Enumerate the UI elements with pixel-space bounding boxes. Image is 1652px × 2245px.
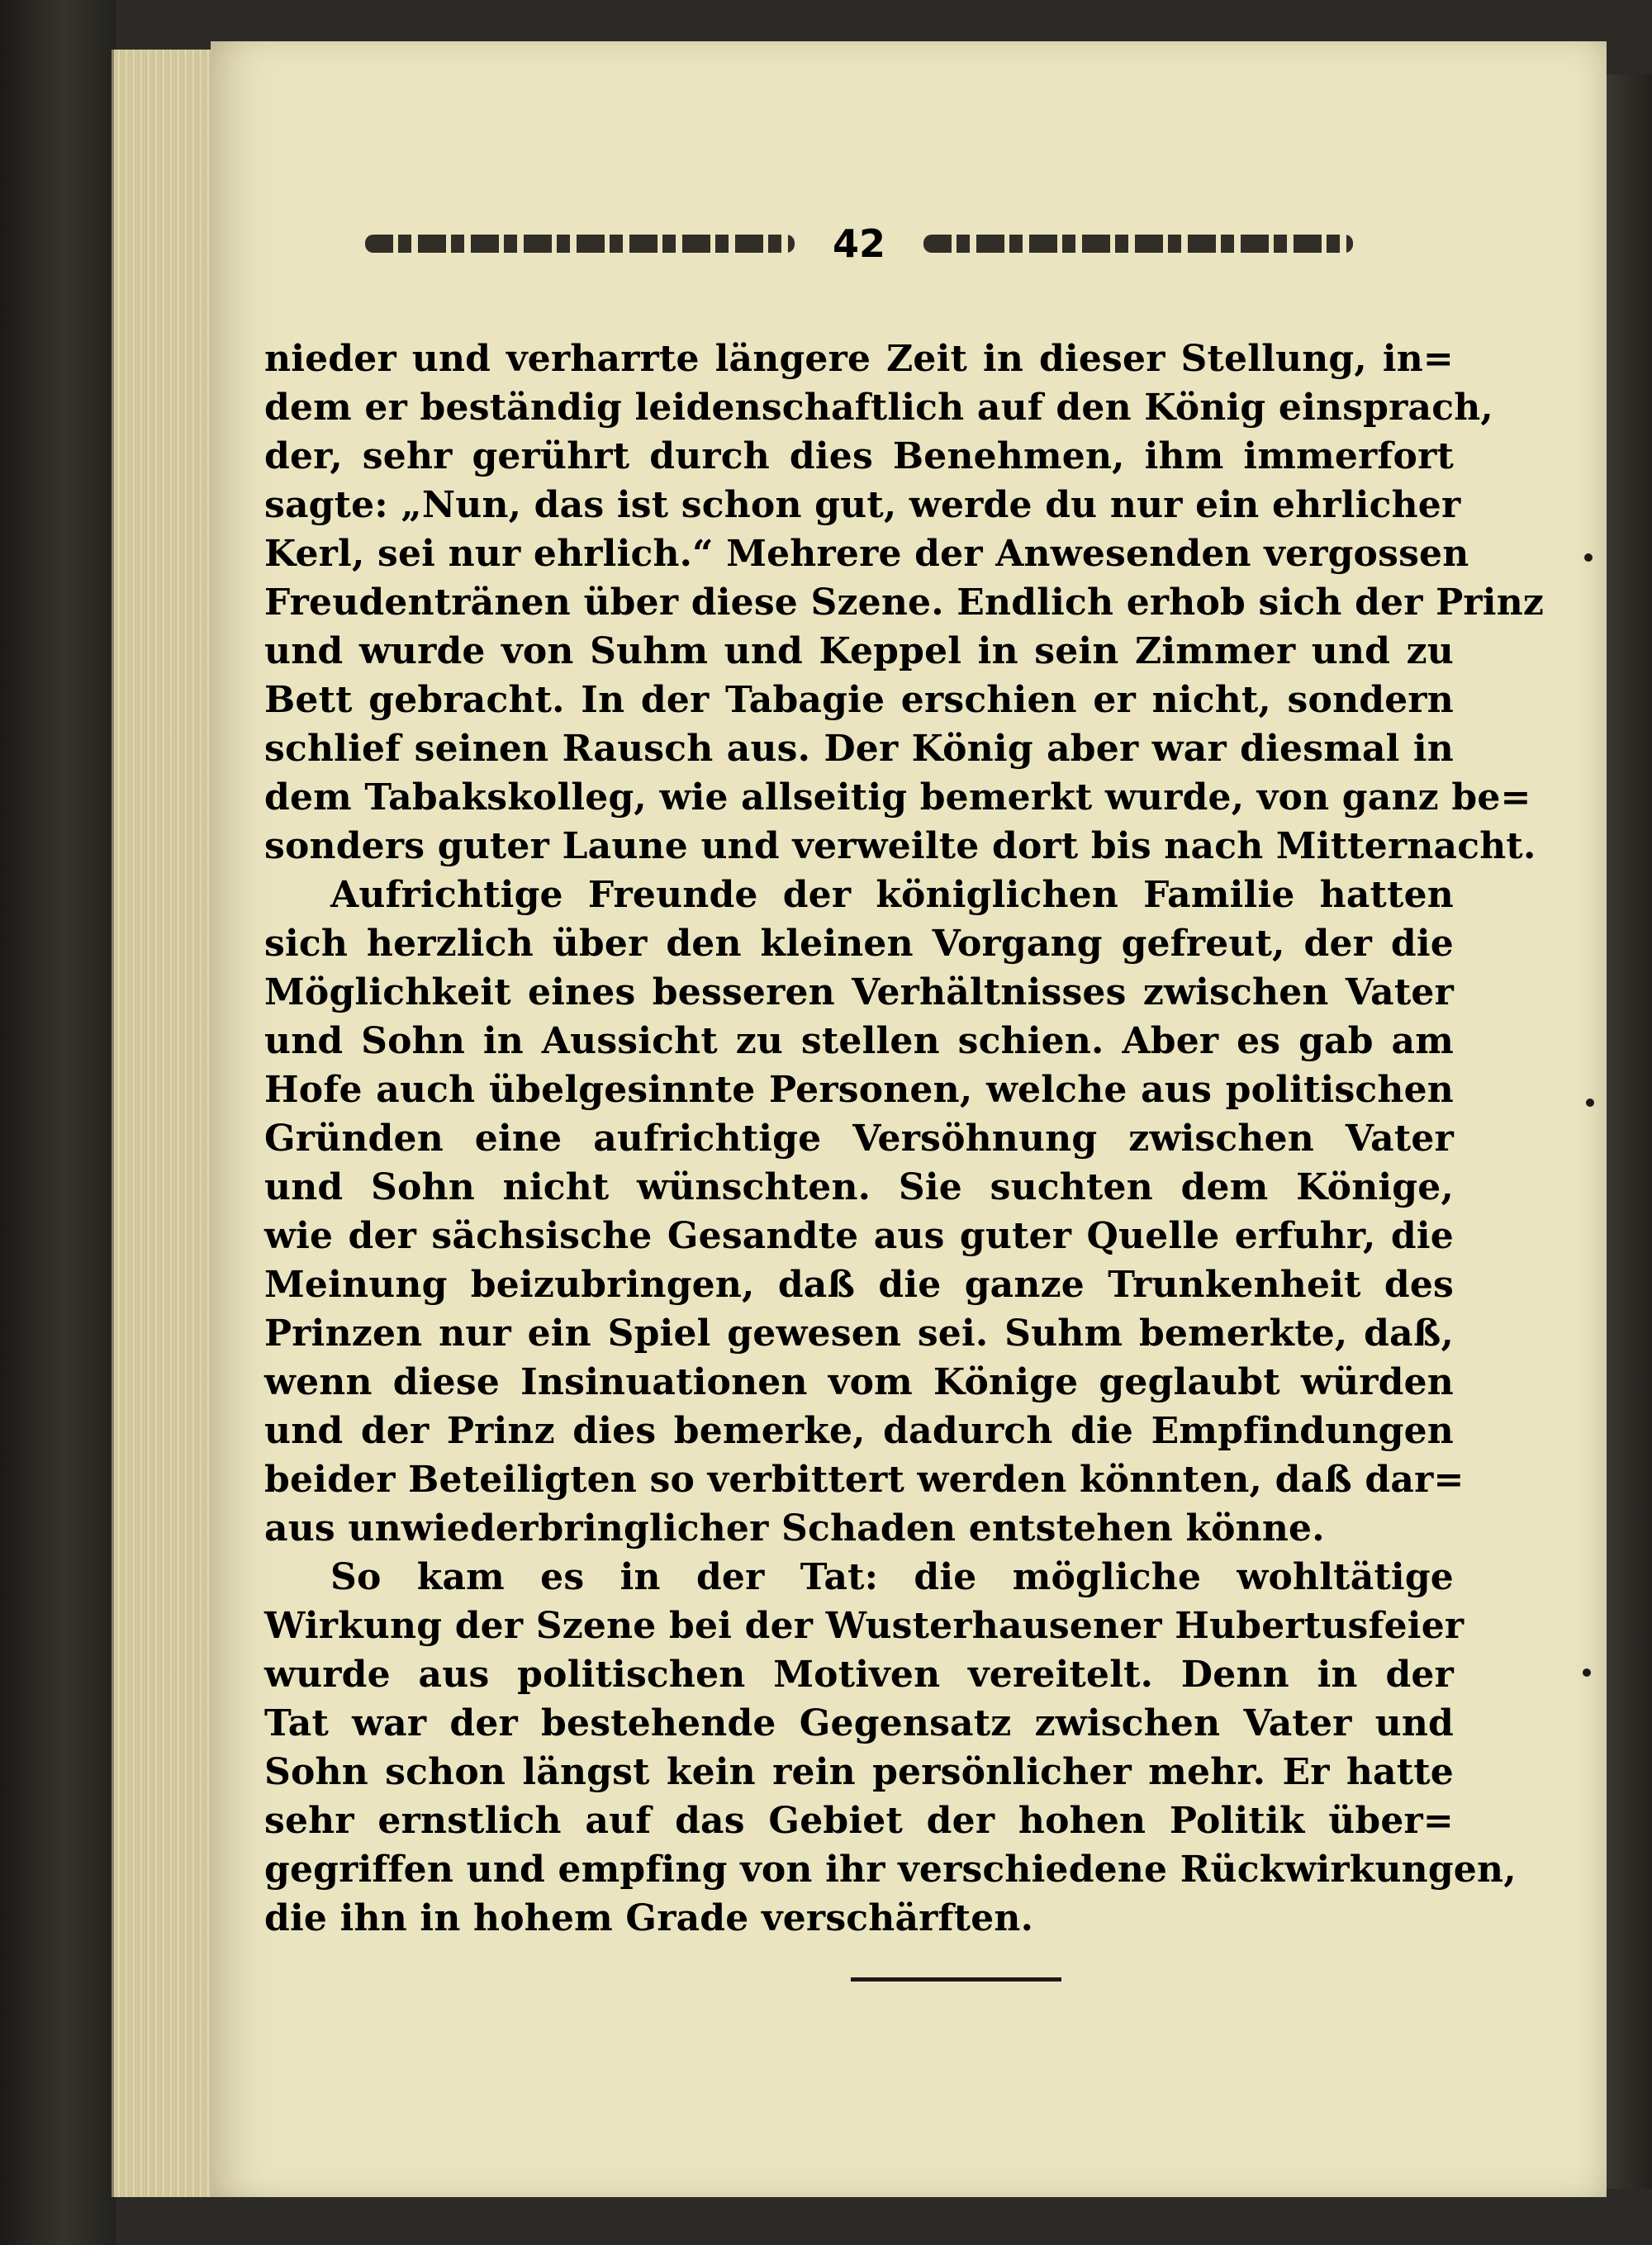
text-line: Bett gebracht. In der Tabagie erschien er nicht, sondern: [264, 679, 1454, 721]
paragraph-3: [264, 1553, 1517, 1943]
end-divider-rule: [851, 1977, 1061, 1982]
text-line: Kerl, sei nur ehrlich.“ Mehrere der Anwesenden vergossen: [264, 533, 1469, 575]
text-line: So kam es in der Tat: die mögliche wohltätige: [330, 1556, 1454, 1598]
text-line: wurde aus politischen Motiven vereitelt. Denn in der: [264, 1654, 1454, 1696]
text-line: Gründen eine aufrichtige Versöhnung zwischen Vater: [264, 1118, 1454, 1160]
text-line: und Sohn in Aussicht zu stellen schien. Aber es gab am: [264, 1020, 1454, 1062]
paragraph-1: [264, 335, 1545, 871]
text-line: Prinzen nur ein Spiel gewesen sei. Suhm bemerkte, daß,: [264, 1312, 1454, 1355]
text-line: Aufrichtige Freunde der königlichen Familie hatten: [330, 874, 1454, 916]
text-line: Meinung beizubringen, daß die ganze Trunkenheit des: [264, 1264, 1454, 1306]
text-line: wie der sächsische Gesandte aus guter Quelle erfuhr, die: [264, 1215, 1454, 1257]
text-line: dem Tabakskolleg, wie allseitig bemerkt wurde, von ganz be=: [264, 776, 1531, 819]
margin-speck: [1584, 553, 1593, 562]
text-line: sehr ernstlich auf das Gebiet der hohen Politik über=: [264, 1800, 1454, 1842]
page-header: [264, 211, 1454, 277]
page-edges: [112, 50, 221, 2197]
left-ornament-rule: [365, 235, 795, 253]
text-line: wenn diese Insinuationen vom Könige geglaubt würden: [264, 1361, 1454, 1403]
text-line: die ihn in hohem Grade verschärften.: [264, 1897, 1034, 1939]
right-ornament-rule: [923, 235, 1353, 253]
text-line: dem er beständig leidenschaftlich auf den König einsprach,: [264, 387, 1493, 429]
text-line: Hofe auch übelgesinnte Personen, welche aus politischen: [264, 1069, 1454, 1111]
margin-speck: [1586, 1099, 1594, 1107]
text-line: Sohn schon längst kein rein persönlicher mehr. Er hatte: [264, 1751, 1454, 1793]
right-margin-shadow: [1607, 74, 1652, 2189]
text-line: Möglichkeit eines besseren Verhältnisses zwischen Vater: [264, 971, 1454, 1013]
text-line: nieder und verharrte längere Zeit in dieser Stellung, in=: [264, 338, 1454, 380]
book-binding: [0, 0, 116, 2245]
text-line: beider Beteiligten so verbittert werden könnten, daß dar=: [264, 1459, 1464, 1501]
page-number: 42: [832, 221, 885, 266]
text-line: schlief seinen Rausch aus. Der König aber war diesmal in: [264, 728, 1454, 770]
text-line: und Sohn nicht wünschten. Sie suchten dem Könige,: [264, 1166, 1454, 1208]
text-line: sagte: „Nun, das ist schon gut, werde du nur ein ehrlicher: [264, 484, 1461, 526]
text-line: und der Prinz dies bemerke, dadurch die Empfindungen: [264, 1410, 1454, 1452]
text-line: der, sehr gerührt durch dies Benehmen, ihm immerfort: [264, 435, 1454, 477]
text-line: und wurde von Suhm und Keppel in sein Zimmer und zu: [264, 630, 1454, 672]
text-line: sich herzlich über den kleinen Vorgang gefreut, der die: [264, 923, 1454, 965]
text-line: Freudentränen über diese Szene. Endlich erhob sich der Prinz: [264, 581, 1545, 624]
text-line: aus unwiederbringlicher Schaden entstehen könne.: [264, 1507, 1325, 1550]
paragraph-2: [264, 871, 1464, 1553]
margin-speck: [1583, 1668, 1591, 1677]
text-line: gegriffen und empfing von ihr verschiedene Rückwirkungen,: [264, 1849, 1517, 1891]
text-line: Tat war der bestehende Gegensatz zwischen Vater und: [264, 1702, 1454, 1744]
text-line: Wirkung der Szene bei der Wusterhausener Hubertusfeier: [264, 1605, 1464, 1647]
text-line: sonders guter Laune und verweilte dort bis nach Mitternacht.: [264, 825, 1536, 867]
body-text: [264, 335, 1545, 1943]
